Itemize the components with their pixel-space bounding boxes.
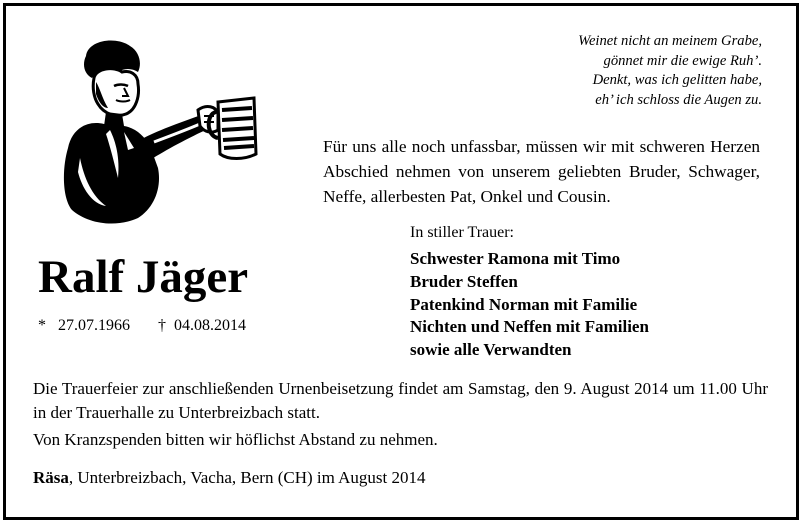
closing-rest: , Unterbreizbach, Vacha, Bern (CH) im August 2014 — [68, 468, 426, 487]
deceased-name: Ralf Jäger — [38, 251, 249, 303]
death-symbol: † — [158, 317, 166, 334]
mourner-name: Schwester Ramona mit Timo — [410, 249, 621, 268]
mourner-name: Bruder Steffen — [410, 271, 518, 291]
closing-place: Räsa — [33, 468, 69, 487]
closing-line — [33, 468, 426, 488]
poem-line: gönnet mir die ewige Ruh’. — [603, 52, 762, 69]
poem — [578, 32, 762, 110]
intro-text: Für uns alle noch unfassbar, müssen wir mit schweren Herzen Abschied nehmen von unserem geliebten Bruder, Schwager, Neffe, allerbesten Pat, Onkel und Cousin. — [323, 137, 760, 206]
mourner-name: Nichten und Neffen mit Familien — [410, 317, 649, 337]
birth-symbol: * — [38, 317, 46, 334]
mourner-name: Patenkind Norman mit Familie — [410, 294, 638, 314]
mourner-name: sowie alle Verwandten — [410, 340, 572, 360]
death-date: 04.08.2014 — [174, 317, 246, 334]
man-with-beer-mug-icon — [58, 38, 263, 228]
poem-line: Denkt, was ich gelitten habe, — [592, 72, 762, 88]
flowers-note: Von Kranzspenden bitten wir höflichst Abstand zu nehmen. — [33, 430, 438, 449]
birth-date: 27.07.1966 — [58, 317, 130, 334]
ceremony-text: Die Trauerfeier zur anschließenden Urnenbeisetzung findet am Samstag, den 9. August 2014 um 11.00 Uhr in der Trauerhalle zu Unterbreizbach statt. — [33, 379, 768, 422]
poem-line: Weinet nicht an meinem Grabe, — [578, 33, 762, 49]
mourners-list — [410, 248, 649, 362]
mourning-label: In stiller Trauer: — [410, 224, 514, 241]
life-dates — [38, 317, 246, 335]
poem-line: eh’ ich schloss die Augen zu. — [595, 91, 762, 108]
